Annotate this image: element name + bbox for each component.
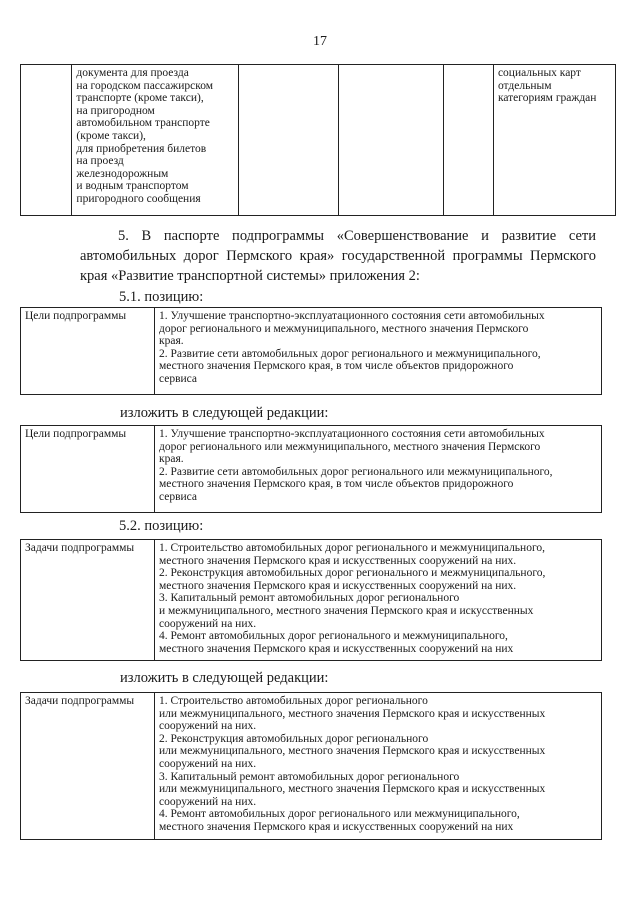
cell-line: местного значения Пермского края, в том числе объектов придорожного: [159, 478, 514, 491]
cell-line: 1. Строительство автомобильных дорог регионального: [159, 695, 428, 707]
paragraph-line: края «Развитие транспортной системы» приложения 2:: [80, 268, 420, 284]
page-number: 17: [313, 34, 327, 49]
cell-line: и водным транспортом: [76, 180, 189, 193]
paragraph-line: автомобильных дорог Пермского края» государственной программы Пермского: [80, 248, 596, 264]
cell-line: 3. Капитальный ремонт автомобильных дорог регионального: [159, 592, 460, 605]
cell-line: сооружений на них.: [159, 720, 257, 733]
cell-line: транспорте (кроме такси),: [76, 92, 204, 105]
cell-line: (кроме такси),: [76, 129, 146, 142]
goals-new-content: [155, 426, 602, 513]
table-row: [21, 540, 602, 661]
cell-line: сервиса: [159, 372, 198, 385]
table-row: [21, 65, 616, 216]
paragraph-line: 5. В паспорте подпрограммы «Совершенствование и развитие сети: [118, 228, 596, 244]
cell-line: края.: [159, 453, 184, 466]
cell-line: 3. Капитальный ремонт автомобильных дорог регионального: [159, 770, 460, 783]
cell-line: 4. Ремонт автомобильных дорог регионального или межмуниципального,: [159, 808, 520, 821]
cell-line: дорог регионального или межмуниципального, местного значения Пермского: [159, 440, 541, 453]
cell-line: или межмуниципального, местного значения Пермского края и искусственных: [159, 707, 546, 720]
continued-table: [20, 64, 616, 216]
cell-line: сооружений на них.: [159, 795, 257, 808]
cell-line: местного значения Пермского края и искусственных сооружений на них.: [159, 554, 517, 567]
cell-line: автомобильном транспорте: [76, 117, 210, 130]
cell-line: 1. Улучшение транспортно-эксплуатационного состояния сети автомобильных: [159, 310, 545, 322]
cell-line: 1. Улучшение транспортно-эксплуатационного состояния сети автомобильных: [159, 428, 545, 440]
table-cell: [338, 65, 443, 216]
subsection-5-1-heading: 5.1. позицию:: [119, 289, 204, 305]
cell-line: местного значения Пермского края и искусственных сооружений на них: [159, 820, 514, 833]
cell-line: отдельным: [497, 79, 552, 92]
cell-line: 4. Ремонт автомобильных дорог регионального и межмуниципального,: [159, 630, 508, 643]
table-cell: [443, 65, 493, 216]
goals-new-label: Цели подпрограммы: [21, 426, 155, 513]
cell-line: 1. Строительство автомобильных дорог регионального и межмуниципального,: [159, 542, 546, 554]
cell-line: местного значения Пермского края и искусственных сооружений на них: [159, 642, 514, 655]
cell-line: 2. Развитие сети автомобильных дорог регионального и межмуниципального,: [159, 347, 541, 360]
cell-line: края.: [159, 335, 184, 348]
table-cell: [238, 65, 338, 216]
cell-line: местного значения Пермского края и искусственных сооружений на них.: [159, 579, 517, 592]
edit-instruction-2: изложить в следующей редакции:: [120, 670, 329, 686]
cell-line: сооружений на них.: [159, 757, 257, 770]
cell-line: 2. Развитие сети автомобильных дорог регионального или межмуниципального,: [159, 465, 553, 478]
cell-line: дорог регионального и межмуниципального, местного значения Пермского: [159, 322, 529, 335]
cell-line: социальных карт: [497, 67, 581, 79]
edit-instruction-1: изложить в следующей редакции:: [120, 405, 329, 421]
cell-line: железнодорожным: [76, 167, 169, 180]
goals-new-table: [20, 425, 602, 513]
table-cell-social-cards: [493, 65, 615, 216]
cell-line: или межмуниципального, местного значения Пермского края и искусственных: [159, 783, 546, 796]
cell-line: на пригородном: [76, 104, 155, 117]
table-row: [21, 426, 602, 513]
goals-old-label: Цели подпрограммы: [21, 308, 155, 395]
cell-line: или межмуниципального, местного значения Пермского края и искусственных: [159, 745, 546, 758]
cell-line: 2. Реконструкция автомобильных дорог регионального: [159, 732, 429, 745]
tasks-new-content: [155, 693, 602, 840]
goals-old-content: [155, 308, 602, 395]
cell-line: сооружений на них.: [159, 617, 257, 630]
tasks-old-content: [155, 540, 602, 661]
cell-line: документа для проезда: [76, 67, 189, 79]
cell-line: на городском пассажирском: [76, 79, 214, 92]
cell-line: 2. Реконструкция автомобильных дорог регионального и межмуниципального,: [159, 567, 546, 580]
goals-old-table: [20, 307, 602, 395]
cell-line: сервиса: [159, 490, 198, 503]
cell-line: пригородного сообщения: [76, 192, 201, 205]
item-5-paragraph: [80, 226, 596, 286]
table-cell: [21, 65, 72, 216]
tasks-old-table: [20, 539, 602, 661]
table-row: [21, 693, 602, 840]
cell-line: для приобретения билетов: [76, 142, 207, 155]
cell-line: категориям граждан: [497, 92, 597, 105]
cell-line: на проезд: [76, 155, 124, 168]
tasks-old-label: Задачи подпрограммы: [21, 540, 155, 661]
subsection-5-2-heading: 5.2. позицию:: [119, 518, 204, 534]
table-cell-document-text: [72, 65, 238, 216]
tasks-new-table: [20, 692, 602, 840]
tasks-new-label: Задачи подпрограммы: [21, 693, 155, 840]
cell-line: местного значения Пермского края, в том числе объектов придорожного: [159, 360, 514, 373]
cell-line: и межмуниципального, местного значения Пермского края и искусственных: [159, 604, 534, 617]
table-row: [21, 308, 602, 395]
